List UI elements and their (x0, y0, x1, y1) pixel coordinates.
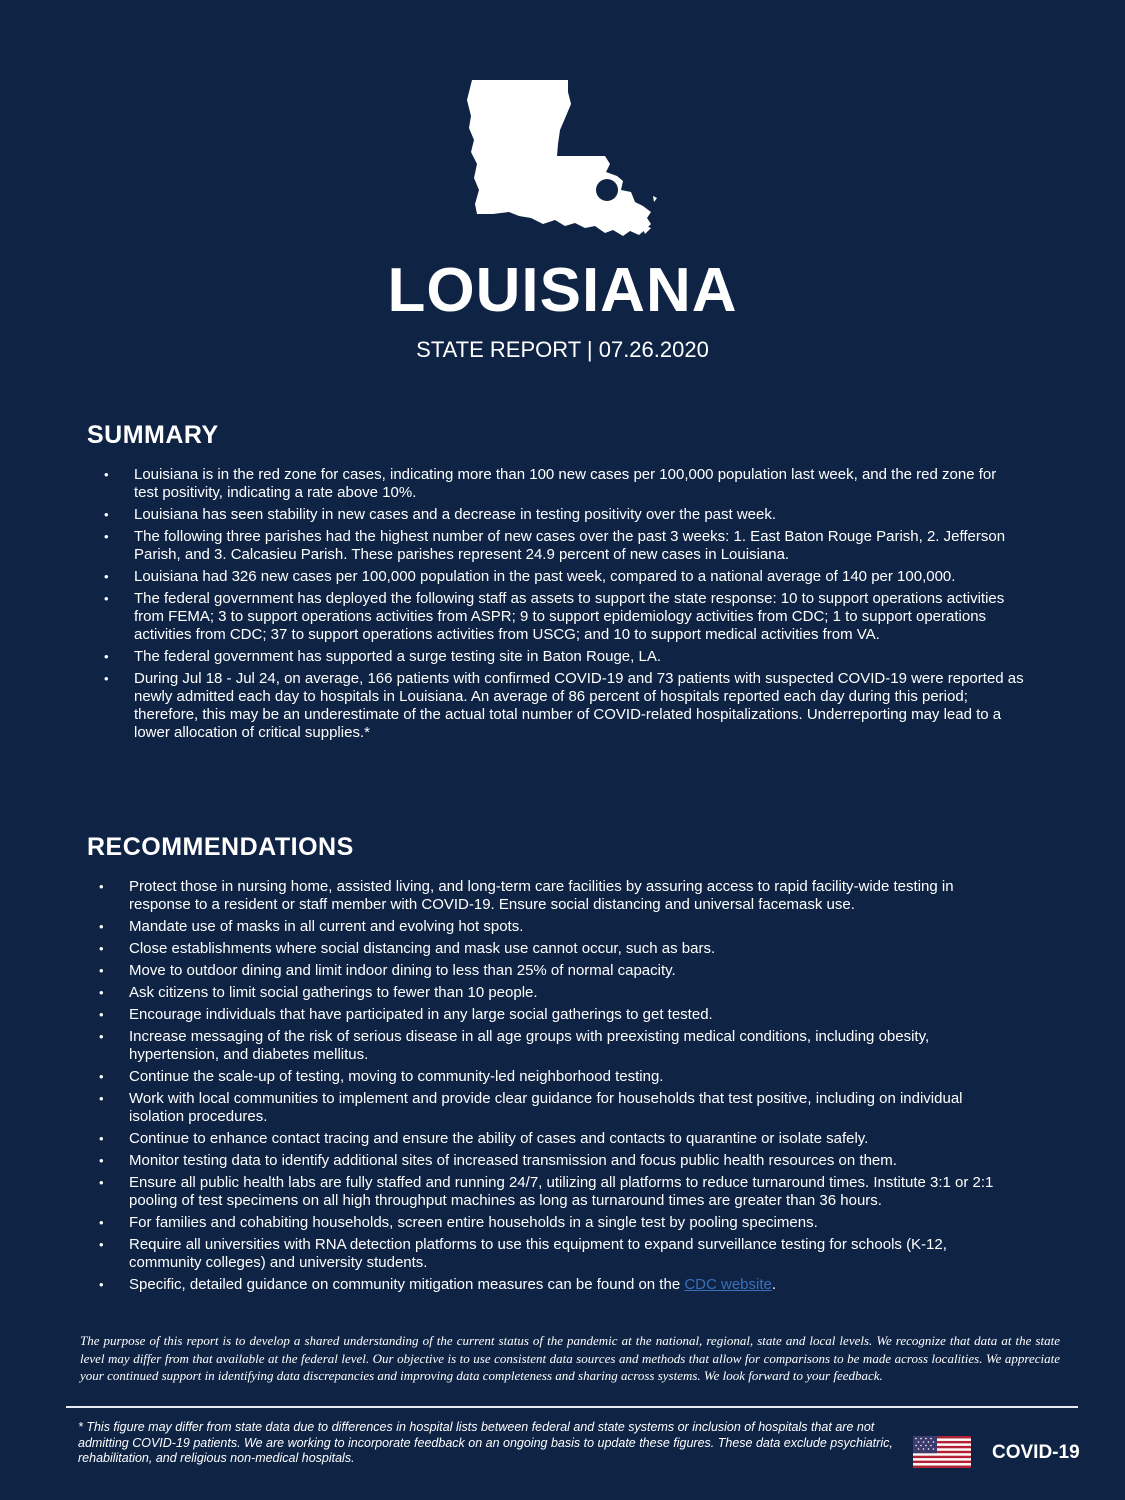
recommendation-item-text: Ensure all public health labs are fully staffed and running 24/7, utilizing all platforms to reduce turnaround times. Institute 3:1 or 2:1 pooling of test specimens on all high throughput machines as long as turnaround times are greater than 36 hours. (129, 1174, 994, 1209)
list-item (99, 1236, 1019, 1272)
summary-item-text: The following three parishes had the highest number of new cases over the past 3 weeks: 1. East Baton Rouge Parish, 2. Jefferson Parish, and 3. Calcasieu Parish. These parishes represent 24.9 percent of new cases in Louisiana. (134, 528, 1006, 563)
recommendation-item-text: Increase messaging of the risk of serious disease in all age groups with preexisting medical conditions, including obesity, hypertension, and diabetes mellitus. (129, 1028, 930, 1063)
bullet-icon: • (99, 1153, 104, 1168)
list-item (99, 1090, 1019, 1126)
bullet-icon: • (104, 649, 109, 664)
summary-heading: SUMMARY (87, 421, 219, 449)
recommendation-item-text: Continue the scale-up of testing, moving to community-led neighborhood testing. (129, 1068, 664, 1085)
bullet-icon: • (99, 1007, 104, 1022)
bullet-icon: • (99, 1215, 104, 1230)
list-item (99, 962, 1019, 980)
list-item (99, 1174, 1019, 1210)
list-item (104, 590, 1024, 644)
bullet-icon: • (99, 919, 104, 934)
recommendation-item-text: Monitor testing data to identify additional sites of increased transmission and focus public health resources on them. (129, 1152, 897, 1169)
recommendation-item-text: Move to outdoor dining and limit indoor dining to less than 25% of normal capacity. (129, 962, 676, 979)
list-item (104, 670, 1024, 742)
recommendation-item-text: Encourage individuals that have participated in any large social gatherings to get tested. (129, 1006, 713, 1023)
list-item (99, 1006, 1019, 1024)
cdc-website-link[interactable]: CDC website (684, 1276, 772, 1293)
bullet-icon: • (99, 1091, 104, 1106)
list-item (99, 1276, 1019, 1294)
recommendation-item-suffix: . (771, 1276, 777, 1293)
list-item (104, 528, 1024, 564)
hospital-footnote: * This figure may differ from state data due to differences in hospital lists between federal and state systems or inclusion of hospitals that are not admitting COVID-19 patients. We are working to incorporate feedback on an ongoing basis to update these figures. These data exclude psychiatric, rehabilitation, and religious non-medical hospitals. (78, 1420, 893, 1465)
recommendation-item-text: Close establishments where social distancing and mask use cannot occur, such as bars. (129, 940, 716, 957)
recommendation-item-text: Mandate use of masks in all current and evolving hot spots. (129, 918, 524, 935)
bullet-icon: • (99, 941, 104, 956)
bullet-icon: • (99, 1237, 104, 1252)
report-disclaimer: The purpose of this report is to develop a shared understanding of the current status of the pandemic at the national, regional, state and local levels. We recognize that data at the state level may differ from that available at the federal level. Our objective is to use consistent data sources and methods that allow for comparisons to be made across localities. We appreciate your continued support in identifying data discrepancies and improving data completeness and sharing across systems. We look forward to your feedback. (80, 1333, 1060, 1383)
bullet-icon: • (104, 467, 109, 482)
bullet-icon: • (104, 671, 109, 686)
report-date-label: STATE REPORT | 07.26.2020 (416, 337, 709, 362)
list-item (99, 1068, 1019, 1086)
list-item (99, 918, 1019, 936)
bullet-icon: • (99, 963, 104, 978)
list-item (99, 1152, 1019, 1170)
summary-list (104, 466, 1024, 746)
recommendations-heading: RECOMMENDATIONS (87, 833, 354, 861)
recommendation-item-text: Protect those in nursing home, assisted living, and long-term care facilities by assuring access to rapid facility-wide testing in response to a resident or staff member with COVID-19. Ensure social distancing and universal facemask use. (129, 878, 954, 913)
recommendation-item-text: Continue to enhance contact tracing and ensure the ability of cases and contacts to quarantine or isolate safely. (129, 1130, 869, 1147)
bullet-icon: • (99, 1069, 104, 1084)
recommendations-list (99, 878, 1019, 1298)
summary-item-text: The federal government has deployed the following staff as assets to support the state response: 10 to support operations activities from FEMA; 3 to support operations activities from ASPR; 9 to support epidemiology activities from CDC; 1 to support operations activities from CDC; 37 to support operations activities from USCG; and 10 to support medical activities from VA. (134, 590, 1005, 643)
state-title: LOUISIANA (387, 256, 738, 325)
list-item (99, 1130, 1019, 1148)
list-item (99, 940, 1019, 958)
list-item (104, 466, 1024, 502)
list-item (99, 878, 1019, 914)
footer-divider (66, 1406, 1078, 1408)
bullet-icon: • (99, 1131, 104, 1146)
bullet-icon: • (99, 1175, 104, 1190)
bullet-icon: • (99, 985, 104, 1000)
bullet-icon: • (99, 1029, 104, 1044)
recommendation-item-text: For families and cohabiting households, screen entire households in a single test by pooling specimens. (129, 1214, 818, 1231)
recommendation-item-text: Require all universities with RNA detection platforms to use this equipment to expand surveillance testing for schools (K-12, community colleges) and university students. (129, 1236, 947, 1271)
recommendation-item-text: Ask citizens to limit social gatherings to fewer than 10 people. (129, 984, 538, 1001)
summary-item-text: During Jul 18 - Jul 24, on average, 166 patients with confirmed COVID-19 and 73 patients with suspected COVID-19 were reported as newly admitted each day to hospitals in Louisiana. An average of 86 percent of hospitals reported each day during this period; therefore, this may be an underestimate of the actual total number of COVID-related hospitalizations. Underreporting may lead to a lower allocation of critical supplies.* (134, 670, 1024, 741)
list-item (104, 568, 1024, 586)
bullet-icon: • (104, 569, 109, 584)
covid-19-label: COVID-19 (992, 1442, 1080, 1463)
list-item (99, 1214, 1019, 1232)
recommendation-item-prefix: Specific, detailed guidance on community mitigation measures can be found on the (129, 1276, 685, 1293)
list-item (99, 1028, 1019, 1064)
bullet-icon: • (104, 591, 109, 606)
list-item (104, 506, 1024, 524)
report-header (0, 0, 1125, 400)
louisiana-state-map-icon (465, 78, 660, 240)
recommendation-item-text: Work with local communities to implement and provide clear guidance for households that test positive, including on individual isolation procedures. (129, 1090, 963, 1125)
bullet-icon: • (99, 1277, 104, 1292)
bullet-icon: • (104, 507, 109, 522)
summary-item-text: The federal government has supported a surge testing site in Baton Rouge, LA. (134, 648, 661, 665)
summary-item-text: Louisiana is in the red zone for cases, indicating more than 100 new cases per 100,000 population last week, and the red zone for test positivity, indicating a rate above 10%. (134, 466, 997, 501)
us-flag-icon (913, 1436, 971, 1468)
bullet-icon: • (99, 879, 104, 894)
summary-item-text: Louisiana had 326 new cases per 100,000 population in the past week, compared to a national average of 140 per 100,000. (134, 568, 956, 585)
list-item (104, 648, 1024, 666)
summary-item-text: Louisiana has seen stability in new cases and a decrease in testing positivity over the past week. (134, 506, 777, 523)
list-item (99, 984, 1019, 1002)
bullet-icon: • (104, 529, 109, 544)
